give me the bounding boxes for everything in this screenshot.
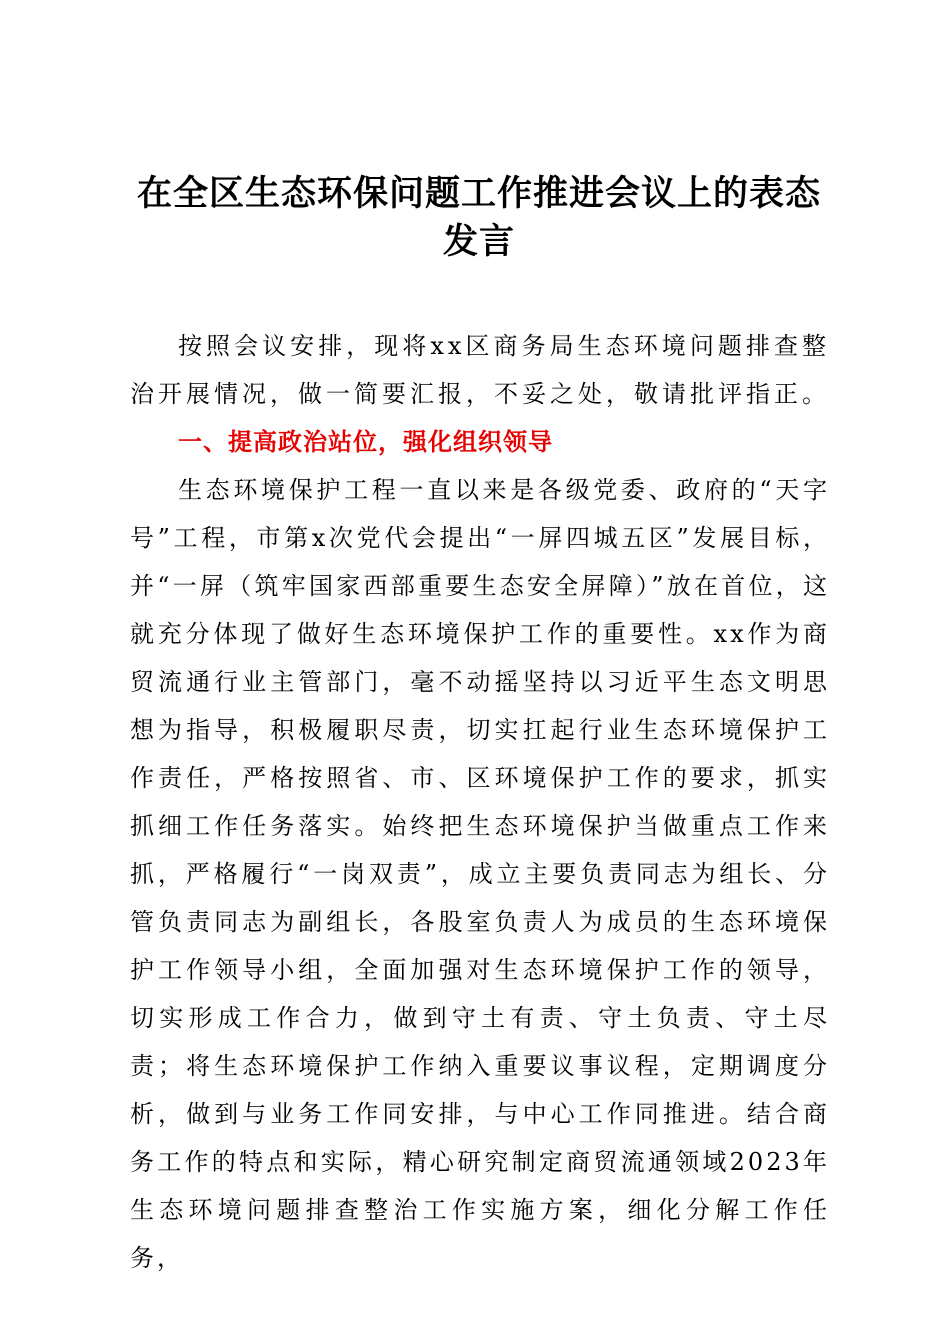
section-heading: 一、提高政治站位，强化组织领导 bbox=[178, 427, 553, 456]
intro-paragraph: 按照会议安排，现将xx区商务局生态环境问题排查整治开展情况，做一简要汇报，不妥之处，敬请批评指正。 bbox=[130, 332, 830, 408]
document-body bbox=[130, 322, 830, 1282]
document-title: 在全区生态环保问题工作推进会议上的表态发言 bbox=[136, 173, 821, 262]
section-paragraph: 生态环境保护工程一直以来是各级党委、政府的“天字号”工程，市第x次党代会提出“一屏四城五区”发展目标，并“一屏（筑牢国家西部重要生态安全屏障）”放在首位，这就充分体现了做好生态环境保护工作的重要性。xx作为商贸流通行业主管部门，毫不动摇坚持以习近平生态文明思想为指导，积极履职尽责，切实扛起行业生态环境保护工作责任，严格按照省、市、区环境保护工作的要求，抓实抓细工作任务落实。始终把生态环境保护当做重点工作来抓，严格履行“一岗双责”，成立主要负责同志为组长、分管负责同志为副组长，各股室负责人为成员的生态环境保护工作领导小组，全面加强对生态环境保护工作的领导，切实形成工作合力，做到守土有责、守土负责、守土尽责；将生态环境保护工作纳入重要议事议程，定期调度分析，做到与业务工作同安排，与中心工作同推进。结合商务工作的特点和实际，精心研究制定商贸流通领域2023年生态环境问题排查整治工作实施方案，细化分解工作任务， bbox=[130, 476, 830, 1272]
